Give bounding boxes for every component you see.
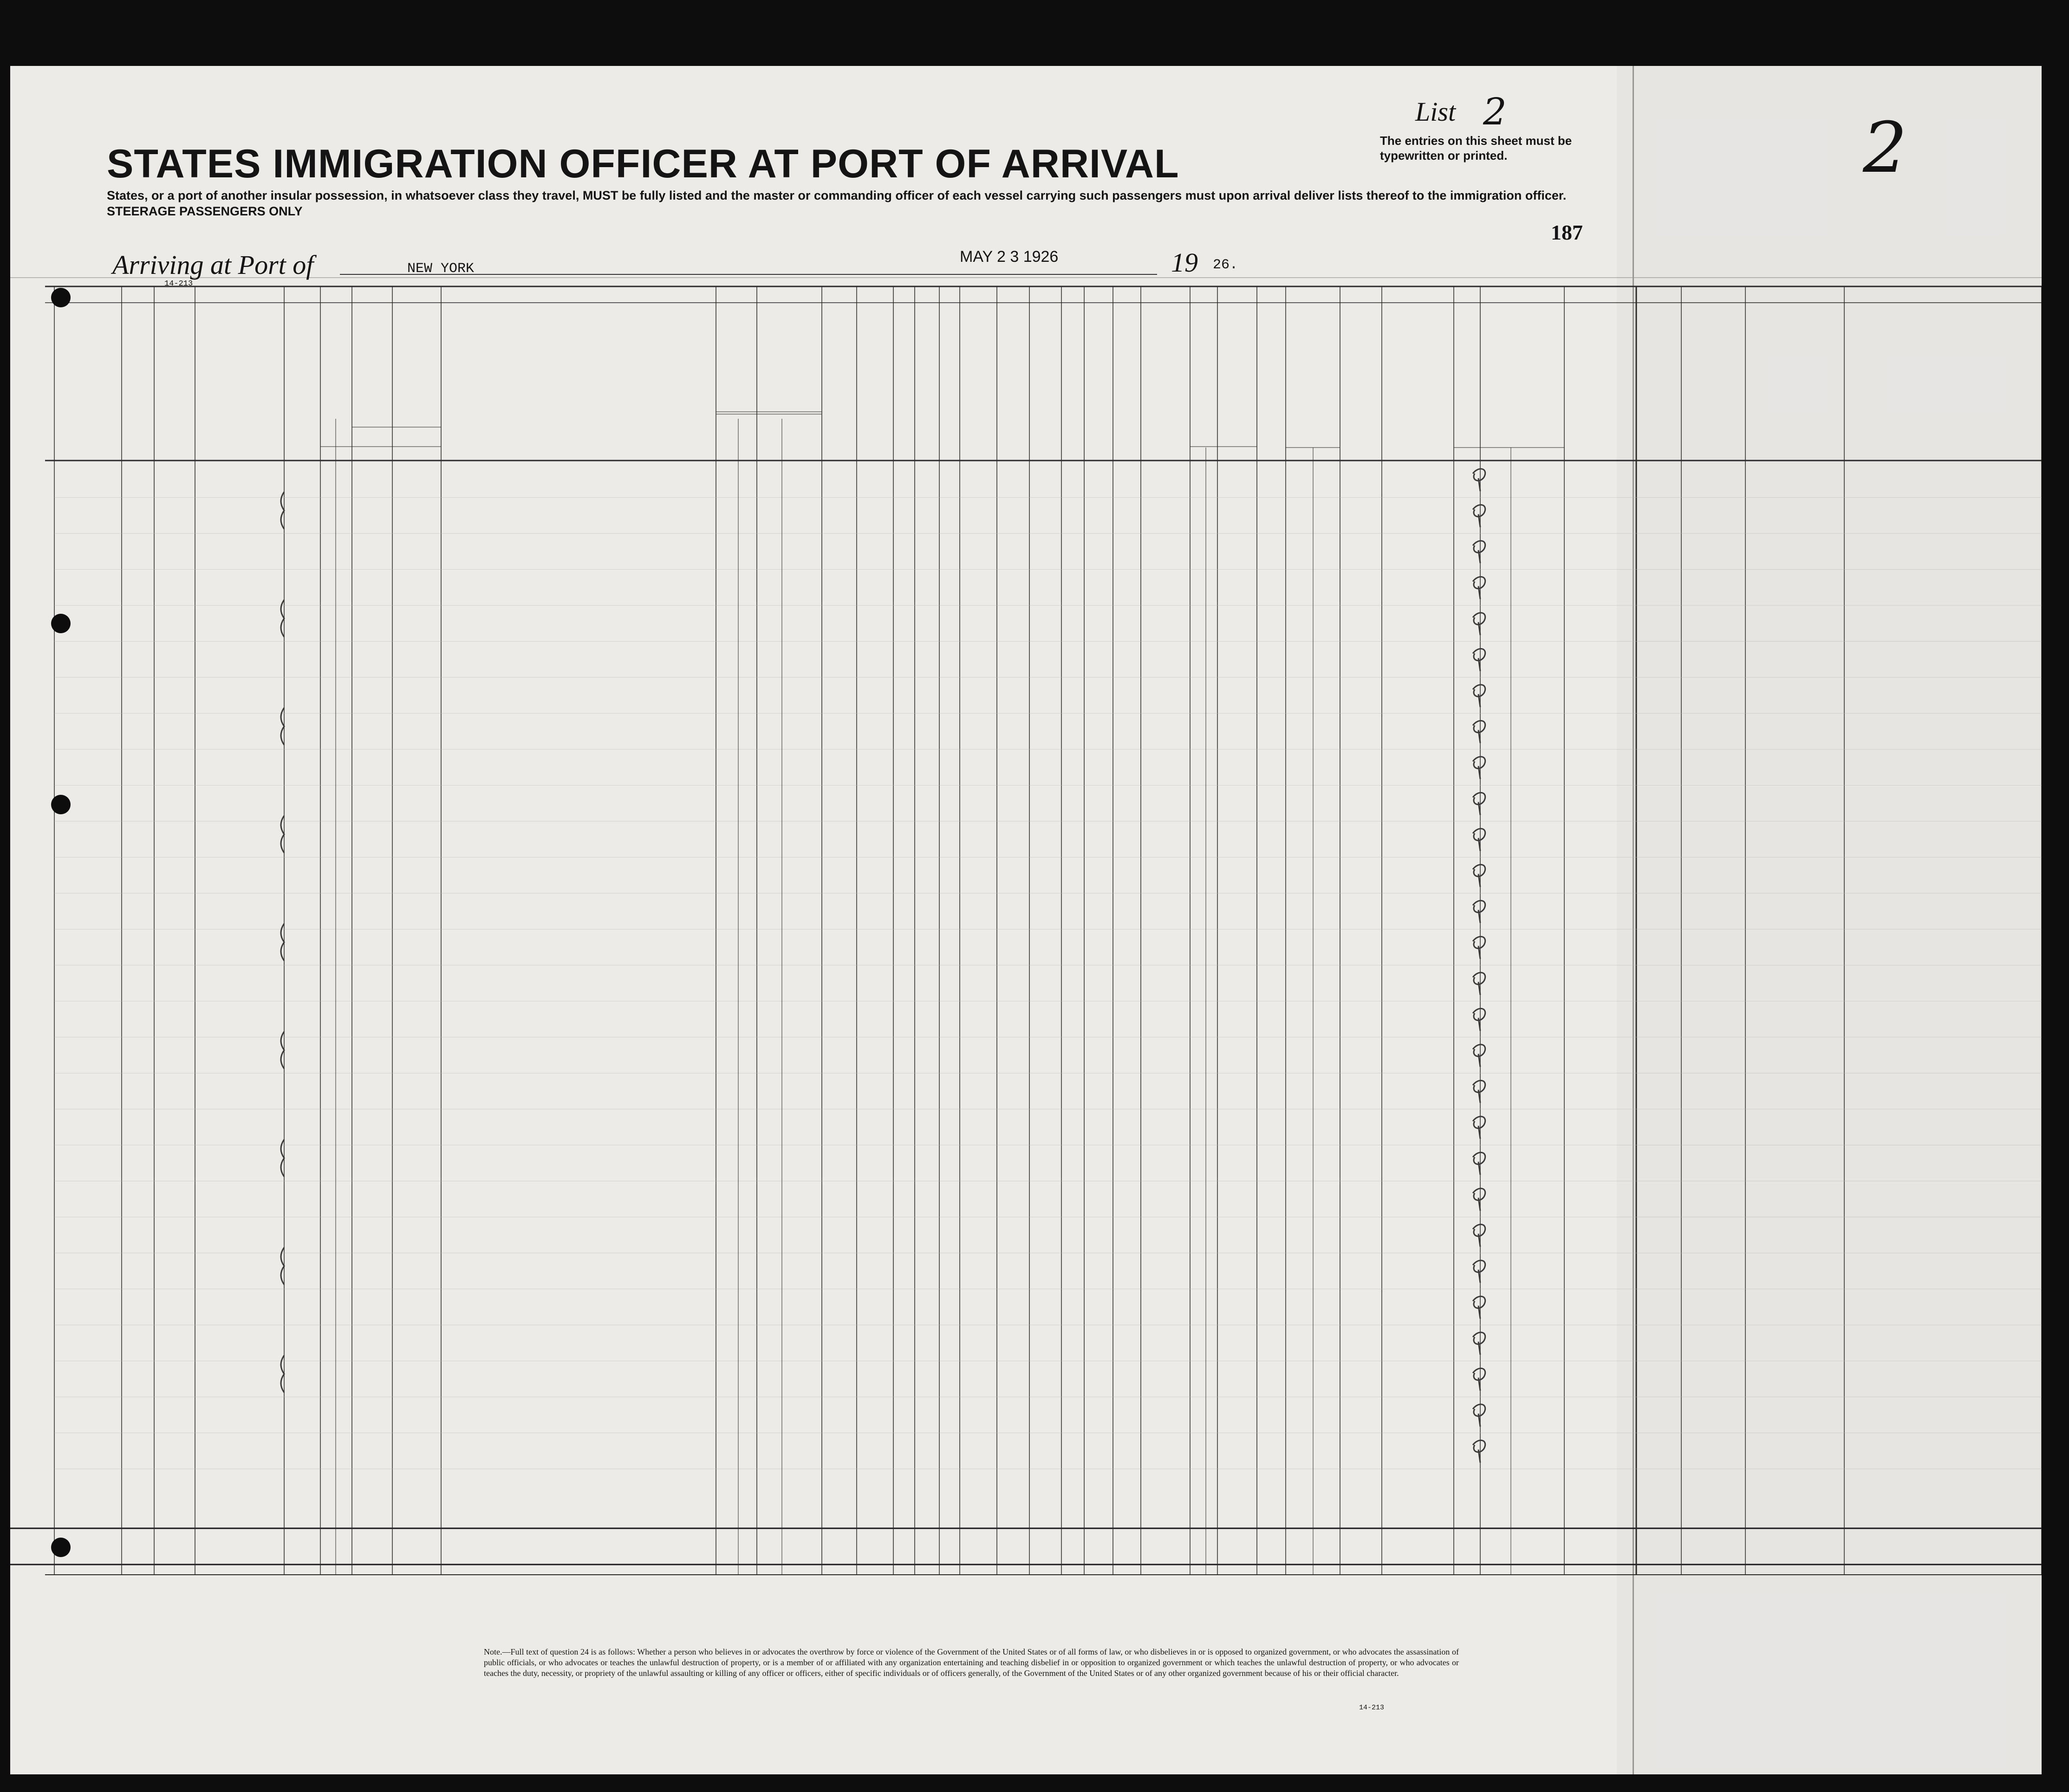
country-check-mark [1473,1260,1485,1283]
country-check-mark [1473,505,1485,527]
country-check-mark [1473,577,1485,599]
country-check-mark [1473,649,1485,671]
footnote: Note.—Full text of question 24 is as follows: Whether a person who believes in or advocates the overthrow by force or violence of the Government of the United States or of all forms of law, or who disbelieves in or is opposed to organized government, or who advocates the assassination of public officials, or who advocates or teaches the unlawful destruction of property, or is a member of or affiliated with any organization entertaining and teaching disbelief in or opposition to organized government or which teaches the unlawful destruction of property, or who advocates or teaches the duty, necessity, or propriety of the unlawful assaulting or killing of any officer or officers, either of specific individuals or of officers generally, of the Government of the United States or of any other organized government because of his or their official character. [484,1647,1459,1678]
page-number: 187 [1551,221,1583,244]
country-check-mark [1473,685,1485,707]
country-check-mark [1473,901,1485,923]
punch-hole [51,795,71,814]
punch-hole [51,1538,71,1557]
column-header [1217,384,1257,459]
page-title: STATES IMMIGRATION OFFICER AT PORT OF ARRIVAL [107,142,1179,186]
column-header [738,419,782,530]
country-check-mark [1473,1045,1485,1067]
footnote-form-number: 14-213 [1359,1704,1385,1712]
column-header [782,419,822,530]
list-number: 2 [1483,90,1507,133]
column-header [1454,400,1564,423]
column-header [997,419,1029,530]
list-label: List [1415,97,1456,127]
country-check-mark [1473,1404,1485,1427]
column-header [915,419,939,530]
column-header [1454,431,1511,459]
column-header [1844,431,2042,459]
country-check-mark [1473,613,1485,635]
country-check-mark [1473,541,1485,563]
country-check-mark [1473,757,1485,779]
country-check-mark [1473,1188,1485,1211]
country-check-mark [1473,1368,1485,1390]
column-header [1681,412,1745,459]
class-line: STEERAGE PASSENGERS ONLY [107,204,303,218]
column-header [320,431,352,459]
country-check-mark [1473,1152,1485,1175]
country-check-mark [1473,1332,1485,1355]
instructions-line: States, or a port of another insular possession, in whatsoever class they travel, MUST be fully listed and the master or commanding officer of each vessel carrying such passengers must upon arrival deliver lists thereof to the immigration officer. [107,188,1567,202]
column-header [1313,431,1340,459]
column-header [1061,357,1113,459]
column-header [1636,412,1681,459]
column-header [284,305,320,458]
column-header [1113,357,1190,459]
column-header [1340,422,1454,459]
arriving-label: Arriving at Port of [112,250,314,280]
country-check-mark [1473,864,1485,887]
country-check-mark [1473,1440,1485,1462]
date-stamp: MAY 2 3 1926 [960,248,1059,266]
country-check-mark [1473,1008,1485,1031]
country-check-mark [1473,1080,1485,1103]
manifest-sheet [10,66,2042,1774]
country-check-mark [1473,1224,1485,1247]
year-prefix: 19 [1171,247,1198,278]
column-header [893,419,915,530]
column-header [1257,431,1313,459]
country-check-mark [1473,829,1485,851]
column-header [716,419,738,530]
column-header [122,428,154,461]
column-header [1511,431,1564,459]
punch-hole [51,288,71,307]
corner-number: 2 [1863,108,1907,188]
column-header [716,403,822,419]
country-check-mark [1473,936,1485,959]
column-header [441,435,716,459]
column-header [392,426,441,459]
country-check-mark [1473,973,1485,995]
country-check-mark [1473,1296,1485,1318]
punch-hole [51,614,71,633]
country-check-mark [1473,721,1485,743]
form-number: 14-213 [164,279,193,288]
column-header [195,412,284,459]
column-header [1029,419,1061,530]
column-header [1745,431,1844,459]
column-header [352,426,392,459]
column-header [1190,431,1206,459]
column-header [857,419,893,530]
year-suffix: 26. [1213,257,1238,273]
country-check-mark [1473,792,1485,815]
entries-note: The entries on this sheet must be typewritten or printed. [1380,134,1572,162]
port-value: NEW YORK [407,261,475,277]
country-check-mark [1473,1117,1485,1139]
column-header [154,305,195,458]
column-header [939,419,997,530]
country-check-mark [1473,469,1485,491]
